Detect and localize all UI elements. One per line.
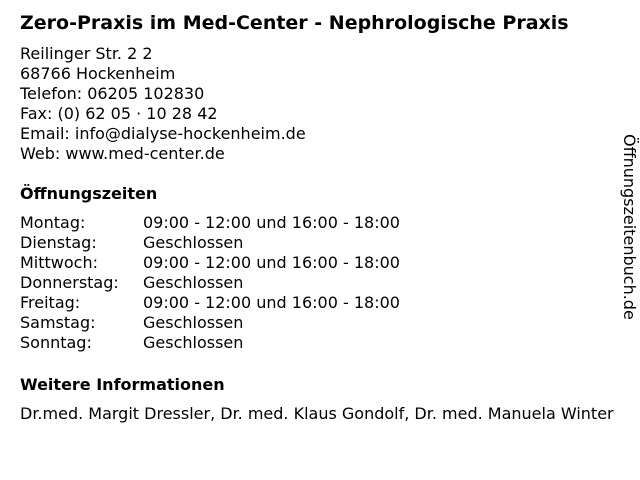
day-hours: 09:00 - 12:00 und 16:00 - 18:00 — [143, 253, 400, 272]
fax-number: Fax: (0) 62 05 · 10 28 42 — [20, 104, 218, 123]
hours-row-saturday — [20, 313, 244, 333]
day-label: Mittwoch: — [20, 253, 98, 272]
opening-hours-table — [20, 213, 400, 353]
day-label: Samstag: — [20, 313, 96, 332]
opening-hours-heading: Öffnungszeiten — [20, 184, 158, 203]
address-block — [20, 44, 306, 164]
day-label: Dienstag: — [20, 233, 97, 252]
city-address: 68766 Hockenheim — [20, 64, 176, 83]
day-label: Sonntag: — [20, 333, 92, 352]
day-hours: Geschlossen — [143, 233, 244, 252]
day-hours: 09:00 - 12:00 und 16:00 - 18:00 — [143, 213, 400, 232]
more-info-text: Dr.med. Margit Dressler, Dr. med. Klaus Gondolf, Dr. med. Manuela Winter — [20, 404, 614, 423]
email-address: Email: info@dialyse-hockenheim.de — [20, 124, 306, 143]
day-hours: Geschlossen — [143, 333, 244, 352]
hours-row-sunday — [20, 333, 244, 353]
day-label: Donnerstag: — [20, 273, 119, 292]
day-hours: 09:00 - 12:00 und 16:00 - 18:00 — [143, 293, 400, 312]
page-title: Zero-Praxis im Med-Center - Nephrologische Praxis — [20, 12, 569, 34]
hours-row-tuesday — [20, 233, 244, 253]
hours-row-thursday — [20, 273, 244, 293]
hours-row-monday — [20, 213, 400, 233]
day-label: Freitag: — [20, 293, 81, 312]
day-hours: Geschlossen — [143, 313, 244, 332]
hours-row-friday — [20, 293, 400, 313]
day-hours: Geschlossen — [143, 273, 244, 292]
phone-number: Telefon: 06205 102830 — [20, 84, 205, 103]
street-address: Reilinger Str. 2 2 — [20, 44, 153, 63]
more-info-heading: Weitere Informationen — [20, 375, 225, 394]
website-address: Web: www.med-center.de — [20, 144, 225, 163]
site-watermark: Öffnungszeitenbuch.de — [620, 134, 639, 320]
day-label: Montag: — [20, 213, 86, 232]
hours-row-wednesday — [20, 253, 400, 273]
